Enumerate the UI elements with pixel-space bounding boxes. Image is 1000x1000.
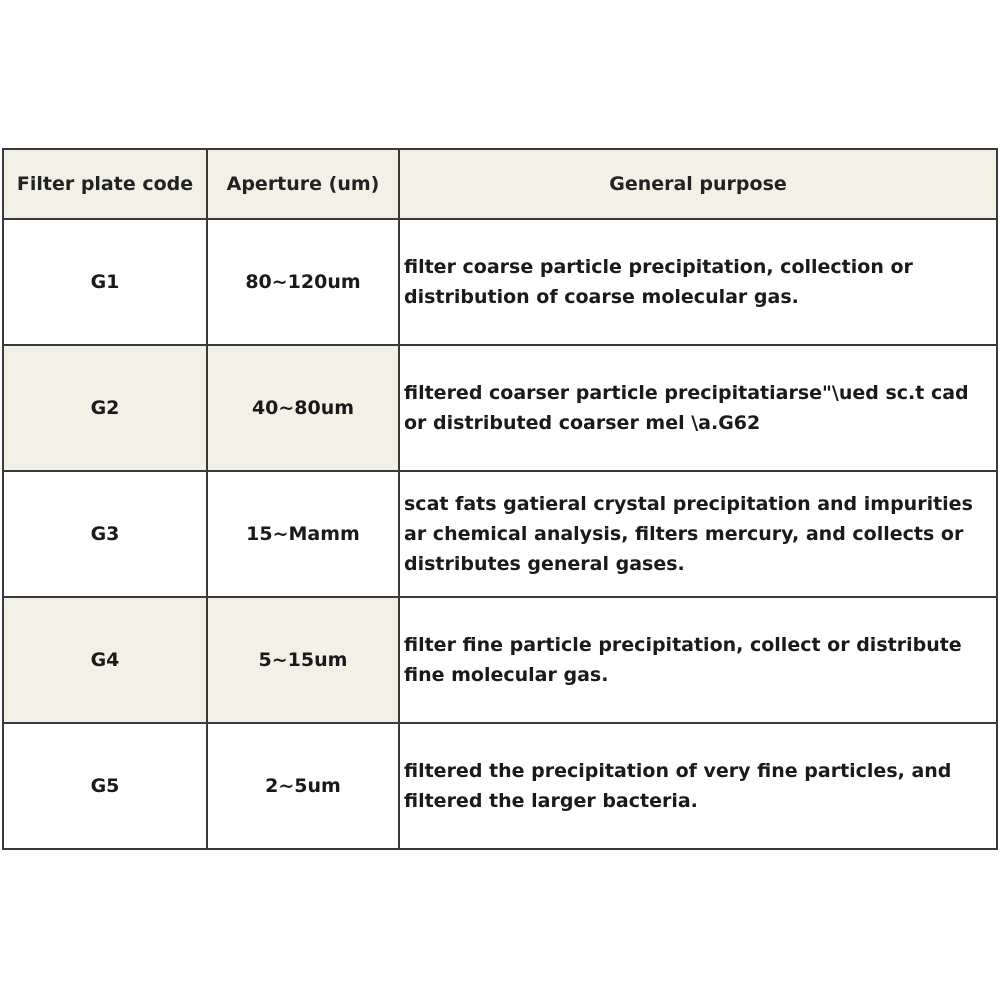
cell-code: G5 (3, 723, 207, 849)
table-row (3, 345, 997, 471)
cell-code: G1 (3, 219, 207, 345)
cell-code: G2 (3, 345, 207, 471)
header-aperture: Aperture (um) (207, 149, 399, 219)
cell-aperture: 15~Mamm (207, 471, 399, 597)
header-filter-plate-code: Filter plate code (3, 149, 207, 219)
cell-aperture: 2~5um (207, 723, 399, 849)
table-row (3, 219, 997, 345)
table-row (3, 597, 997, 723)
cell-purpose: filtered the precipitation of very fine particles, and filtered the larger bacteria. (399, 723, 997, 849)
cell-purpose: filter coarse particle precipitation, collection or distribution of coarse molecular gas. (399, 219, 997, 345)
cell-code: G4 (3, 597, 207, 723)
cell-code: G3 (3, 471, 207, 597)
cell-aperture: 40~80um (207, 345, 399, 471)
table-row (3, 471, 997, 597)
cell-purpose: filtered coarser particle precipitatiarse"\ued sc.t cad or distributed coarser mel \a.G62 (399, 345, 997, 471)
cell-purpose: scat fats gatieral crystal precipitation and impurities ar chemical analysis, filters mercury, and collects or distributes general gases. (399, 471, 997, 597)
header-general-purpose: General purpose (399, 149, 997, 219)
table-header-row (3, 149, 997, 219)
filter-plate-table (2, 148, 998, 850)
cell-purpose: filter fine particle precipitation, collect or distribute fine molecular gas. (399, 597, 997, 723)
cell-aperture: 80~120um (207, 219, 399, 345)
cell-aperture: 5~15um (207, 597, 399, 723)
table-row (3, 723, 997, 849)
